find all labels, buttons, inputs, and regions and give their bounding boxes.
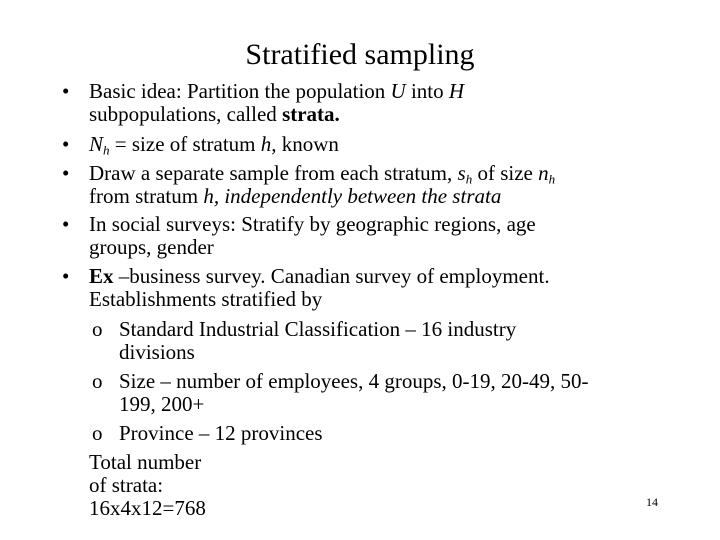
- sub-item-1-line-2: divisions: [119, 340, 195, 364]
- bullet-4-line-1: In social surveys: Stratify by geographic regions, age: [89, 212, 536, 236]
- sub-bullet-marker: o: [92, 317, 103, 341]
- bullet-1-line-1: Basic idea: Partition the population U into H: [89, 79, 465, 103]
- total-strata-line: Total number of strata: 16x4x12=768: [89, 450, 206, 520]
- bullet-4-line-2: groups, gender: [89, 235, 214, 259]
- slide-title: Stratified sampling: [245, 38, 475, 71]
- bullet-3-line-2: from stratum h, independently between the strata: [89, 184, 502, 208]
- bullet-marker: •: [62, 161, 70, 185]
- sub-item-2-line-1: Size – number of employees, 4 groups, 0-19, 20-49, 50-: [119, 369, 589, 393]
- sub-bullet-marker: o: [92, 369, 103, 393]
- bullet-marker: •: [62, 132, 70, 156]
- sub-item-3-line-1: Province – 12 provinces: [119, 421, 323, 445]
- sub-item-2-line-2: 199, 200+: [119, 392, 205, 416]
- sub-bullet-marker: o: [92, 421, 103, 445]
- bullet-3-line-1: Draw a separate sample from each stratum, $s_h$ of size $n_h$: [89, 161, 556, 187]
- bullet-2: $N_h$ = size of stratum h, known: [89, 132, 339, 158]
- bullet-marker: •: [62, 264, 70, 288]
- sub-item-1-line-1: Standard Industrial Classification – 16 industry: [119, 317, 517, 341]
- bullet-marker: •: [62, 79, 70, 103]
- bullet-marker: •: [62, 212, 70, 236]
- page-number: 14: [646, 495, 658, 509]
- bullet-5-line-2: Establishments stratified by: [89, 287, 323, 311]
- bullet-1-line-2: subpopulations, called strata.: [89, 102, 340, 126]
- bullet-5-line-1: Ex –business survey. Canadian survey of employment.: [89, 264, 550, 288]
